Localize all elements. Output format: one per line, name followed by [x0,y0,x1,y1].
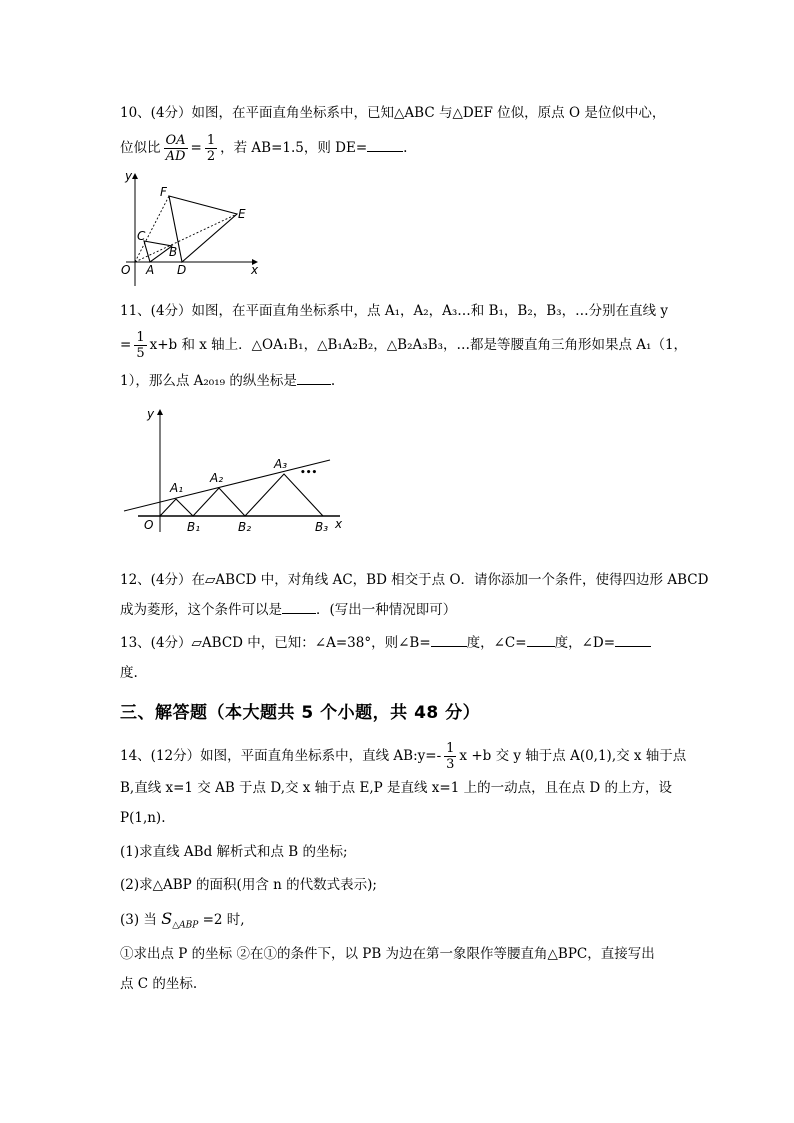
q13-part3: 度，∠D= [554,635,616,651]
q11-label-b3: B₃ [315,520,329,534]
answer-blank[interactable] [615,634,651,647]
q11-frac-one-fifth: $\frac{1}{5}$ [136,330,145,361]
triangle-def [169,196,237,262]
q14-sub3 [120,910,245,935]
q10-label-a: A [146,263,155,277]
q11-line2-text: x+b 和 x 轴上．△OA₁B₁，△B₁A₂B₂，△B₂A₃B₃，…都是等腰直角三角形如果点 A₁（1， [149,337,688,353]
q11-line1: 11、(4分）如图，在平面直角坐标系中，点 A₁，A₂，A₃…和 B₁，B₂，B₃，…分别在直线 y [120,303,669,319]
q11-label-a1: A₁ [170,481,184,495]
q11-label-b1: B₁ [187,520,201,534]
q13-line1 [120,634,651,652]
q10-label-f: F [160,185,167,199]
section-heading: 三、解答题（本大题共 5 个小题，共 48 分） [120,703,481,723]
q13-line2: 度. [120,665,138,681]
q11-label-y: y [147,407,155,421]
q10-frac-half: $\frac{1}{2}$ [206,133,216,164]
q12-line2-end: ．(写出一种情况即可） [316,602,457,618]
q13-part1: 13、(4分）▱ABCD 中，已知：∠A=38°，则∠B= [120,635,431,651]
q13-part2: 度，∠C= [466,635,527,651]
q11-line2 [120,330,687,361]
answer-blank[interactable] [431,634,467,647]
dashed-oe [135,214,237,262]
q10-label-b: B [169,245,178,259]
isosceles-right-triangles [160,474,323,516]
q14-frac-one-third: $\frac{1}{3}$ [446,741,455,772]
q11-label-x: x [335,517,343,531]
q10-line1: 10、(4分）如图，在平面直角坐标系中，已知△ABC 与△DEF 位似，原点 O 是位似中心， [120,105,666,121]
answer-blank[interactable] [297,372,331,385]
q14-sub2: (2)求△ABP 的面积(用含 n 的代数式表示); [120,877,377,893]
q10-end: . [403,140,408,156]
q14-sub1: (1)求直线 ABd 解析式和点 B 的坐标; [120,844,348,860]
q10-frac-oa-ad: $\frac{OA}{AD}$ [165,133,186,164]
q14-line1-pre: 14、(12分）如图，平面直角坐标系中，直线 AB:y=- [120,748,442,764]
q10-label-o: O [121,263,131,277]
q10-label-c: C [137,229,146,243]
q11-end: . [330,373,336,389]
q11-continuation-dots: ••• [300,468,318,478]
answer-blank[interactable] [282,601,316,614]
q14-sub3-pre: (3) 当 [120,912,157,928]
q10-figure [112,168,282,293]
q11-eq: = [120,337,132,353]
q14-sub3-post: =2 时, [198,912,245,928]
q10-label-y: y [125,169,133,183]
q14-sub4: ①求出点 P 的坐标 ②在①的条件下，以 PB 为边在第一象限作等腰直角△BPC，直接写出 [120,946,655,962]
q11-label-a3: A₃ [274,457,288,471]
q12-line2-text: 成为菱形，这个条件可以是 [120,602,282,618]
q11-label-o: O [144,518,154,532]
q14-line1-post: x +b 交 y 轴于点 A(0,1),交 x 轴于点 [459,748,687,764]
q14-line2: B,直线 x=1 交 AB 于点 D,交 x 轴于点 E,P 是直线 x=1 上的一动点，且在点 D 的上方，设 [120,780,672,796]
q11-label-b2: B₂ [238,520,252,534]
q10-line2 [120,133,407,164]
q14-line1 [120,741,686,772]
q11-label-a2: A₂ [210,471,224,485]
q10-tail: ，若 AB=1.5，则 DE= [220,140,368,156]
answer-blank[interactable] [367,139,403,152]
q14-line3: P(1,n). [120,810,166,826]
area-symbol: S [161,909,173,928]
q10-label-e: E [238,207,246,221]
q11-line3 [120,372,335,390]
q10-eq: = [190,140,202,156]
q10-label-x: x [251,263,259,277]
q12-line1: 12、(4分）在▱ABCD 中，对角线 AC，BD 相交于点 O．请你添加一个条件，使得四边形 ABCD [120,572,709,588]
q10-ratio-prefix: 位似比 [120,140,161,156]
answer-blank[interactable] [527,634,555,647]
q14-sub5: 点 C 的坐标. [120,976,198,992]
q12-line2 [120,601,456,619]
q11-figure [118,402,358,537]
q11-line3-text: 1），那么点 A₂₀₁₉ 的纵坐标是 [120,373,297,389]
area-subscript: △ABP [172,920,199,931]
q10-label-d: D [177,263,187,277]
